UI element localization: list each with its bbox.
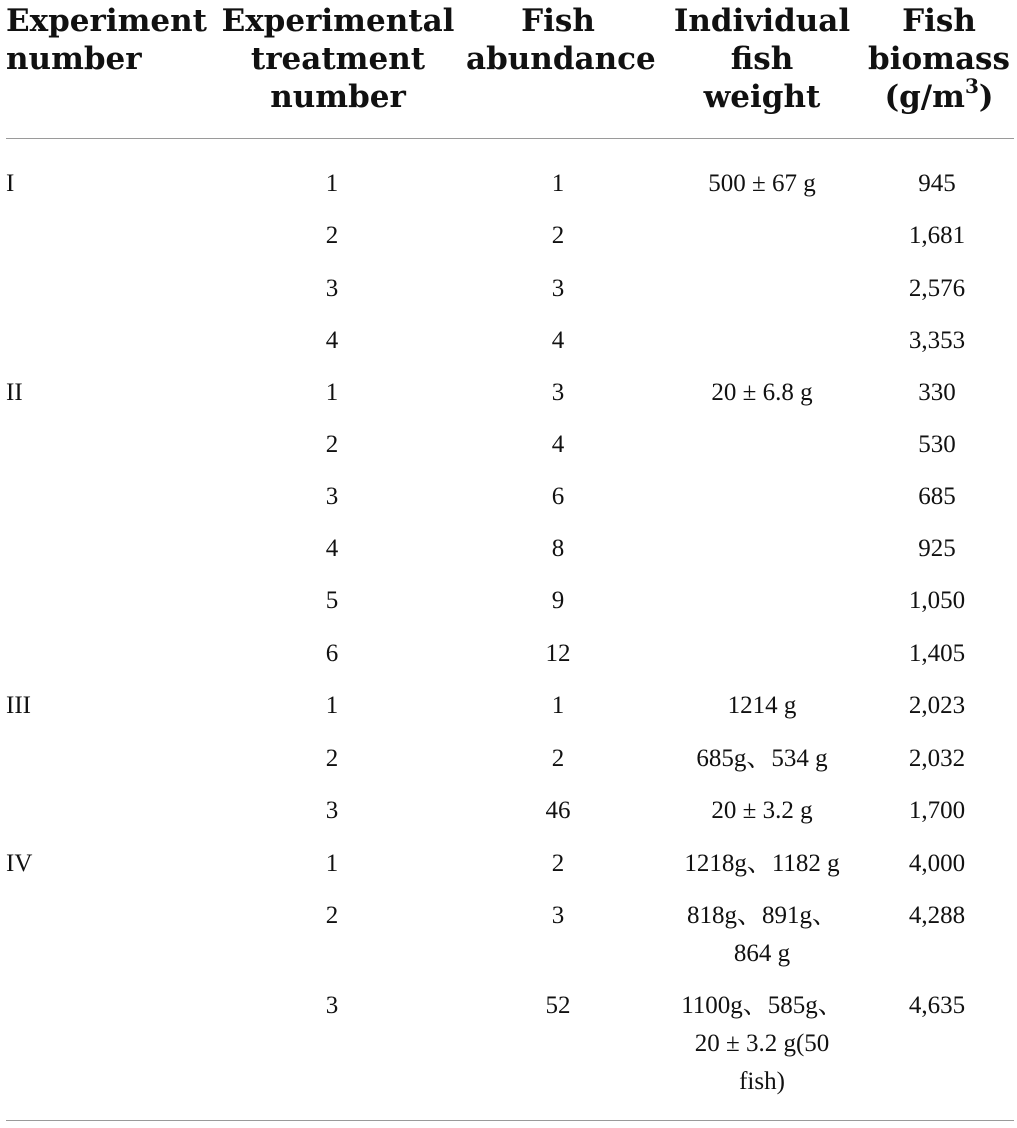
- cell-abundance: 8: [551, 535, 565, 562]
- table-row: [0, 165, 1017, 217]
- cell-weight: 1218g、1182 g: [684, 850, 840, 877]
- cell-experiment: I: [6, 170, 15, 197]
- table-row: [0, 374, 1017, 426]
- cell-biomass: 3,353: [908, 327, 966, 354]
- cell-treatment: 5: [325, 587, 339, 614]
- cell-biomass: 2,576: [908, 275, 966, 302]
- cell-weight: 1100g、585g、 20 ± 3.2 g(50 fish): [681, 992, 843, 1095]
- cell-treatment: 1: [325, 692, 339, 719]
- cell-weight: 1214 g: [727, 692, 797, 719]
- cell-experiment: IV: [6, 850, 33, 877]
- cell-biomass: 1,050: [908, 587, 966, 614]
- cell-biomass: 945: [918, 170, 956, 197]
- cell-treatment: 3: [325, 483, 339, 510]
- cell-treatment: 6: [325, 640, 339, 667]
- header-individual-fish-weight: Individual fish weight: [673, 3, 851, 115]
- cell-abundance: 1: [551, 692, 565, 719]
- table-bottom-divider: [6, 1120, 1014, 1121]
- cell-abundance: 12: [545, 640, 571, 667]
- cell-abundance: 4: [551, 327, 565, 354]
- cell-biomass: 685: [918, 483, 956, 510]
- cell-treatment: 1: [325, 850, 339, 877]
- cell-biomass: 4,288: [908, 902, 966, 929]
- table-row: [0, 426, 1017, 478]
- cell-abundance: 2: [551, 850, 565, 877]
- header-fish-biomass: [864, 2, 1014, 116]
- cell-treatment: 1: [325, 170, 339, 197]
- header-fish-biomass-close: ): [978, 79, 994, 115]
- cell-treatment: 1: [325, 379, 339, 406]
- header-fish-abundance: Fish abundance: [466, 3, 656, 77]
- cell-biomass: 1,405: [908, 640, 966, 667]
- cell-abundance: 3: [551, 379, 565, 406]
- header-fish-biomass-superscript: 3: [964, 74, 979, 98]
- cell-abundance: 1: [551, 170, 565, 197]
- cell-biomass: 4,635: [908, 992, 966, 1019]
- cell-treatment: 3: [325, 275, 339, 302]
- cell-treatment: 2: [325, 222, 339, 249]
- header-fish-biomass-text: Fish biomass (g/m: [868, 3, 1010, 115]
- table-row: [0, 322, 1017, 374]
- cell-treatment: 2: [325, 745, 339, 772]
- cell-treatment: 2: [325, 902, 339, 929]
- table-row: [0, 740, 1017, 792]
- cell-abundance: 3: [551, 275, 565, 302]
- cell-weight: 20 ± 6.8 g: [711, 379, 813, 406]
- cell-biomass: 1,700: [908, 797, 966, 824]
- cell-abundance: 3: [551, 902, 565, 929]
- cell-abundance: 9: [551, 587, 565, 614]
- cell-experiment: III: [6, 692, 31, 719]
- cell-abundance: 2: [551, 222, 565, 249]
- table-row: [0, 582, 1017, 634]
- table-header: [0, 0, 1017, 138]
- table-row: [0, 270, 1017, 322]
- cell-weight: 685g、534 g: [696, 745, 828, 772]
- cell-treatment: 3: [325, 797, 339, 824]
- cell-biomass: 330: [918, 379, 956, 406]
- cell-biomass: 2,032: [908, 745, 966, 772]
- table-row: [0, 987, 1017, 1095]
- cell-biomass: 2,023: [908, 692, 966, 719]
- table-row: [0, 792, 1017, 844]
- cell-treatment: 2: [325, 431, 339, 458]
- cell-treatment: 3: [325, 992, 339, 1019]
- cell-biomass: 4,000: [908, 850, 966, 877]
- table-row: [0, 530, 1017, 582]
- cell-treatment: 4: [325, 535, 339, 562]
- table-row: [0, 845, 1017, 897]
- cell-biomass: 925: [918, 535, 956, 562]
- cell-abundance: 4: [551, 431, 565, 458]
- cell-treatment: 4: [325, 327, 339, 354]
- cell-biomass: 530: [918, 431, 956, 458]
- cell-abundance: 6: [551, 483, 565, 510]
- table-row: [0, 217, 1017, 269]
- cell-weight: 818g、891g、 864 g: [686, 902, 837, 967]
- cell-weight: 500 ± 67 g: [708, 170, 816, 197]
- cell-abundance: 2: [551, 745, 565, 772]
- header-experiment-number: Experiment number: [6, 3, 208, 77]
- cell-weight: 20 ± 3.2 g: [711, 797, 813, 824]
- table-row: [0, 478, 1017, 530]
- table-row: [0, 687, 1017, 739]
- cell-abundance: 52: [545, 992, 571, 1019]
- header-treatment-number: Experimental treatment number: [221, 3, 455, 115]
- cell-abundance: 46: [545, 797, 571, 824]
- table-row: [0, 635, 1017, 687]
- cell-biomass: 1,681: [908, 222, 966, 249]
- table-row: [0, 897, 1017, 967]
- cell-experiment: II: [6, 379, 23, 406]
- header-divider: [6, 138, 1014, 139]
